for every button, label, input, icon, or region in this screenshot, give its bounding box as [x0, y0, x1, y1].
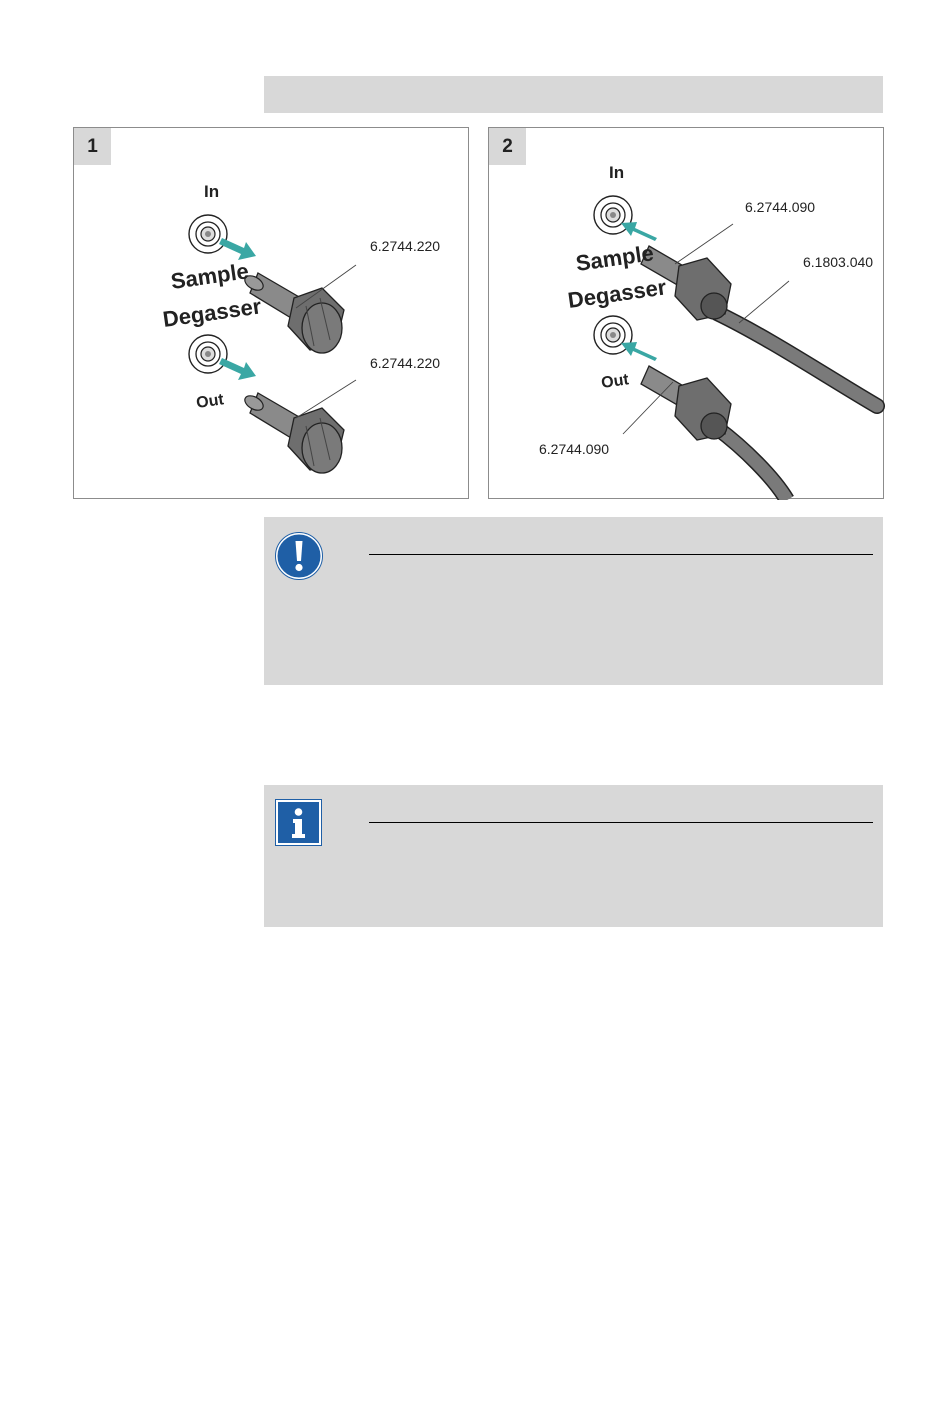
label-in: In	[204, 182, 220, 201]
section-header-bar	[264, 76, 883, 113]
part-number-bottom: 6.2744.220	[370, 355, 441, 371]
arrow-top-icon	[219, 238, 256, 260]
in-port	[189, 215, 227, 253]
caution-box	[264, 517, 883, 685]
arrow-top-icon	[621, 222, 657, 241]
figure-2-illustration	[489, 128, 885, 500]
info-divider	[369, 822, 873, 823]
label-in: In	[609, 163, 625, 182]
label-out: Out	[195, 391, 225, 412]
part-number-top: 6.2744.090	[745, 199, 816, 215]
info-box	[264, 785, 883, 927]
figure-1-remove-plugs	[73, 127, 469, 499]
arrow-bottom-icon	[621, 342, 657, 361]
caution-divider	[369, 554, 873, 555]
label-degasser: Degasser	[161, 293, 263, 332]
figure-number: 2	[489, 128, 526, 165]
connector-bottom	[641, 366, 731, 440]
figure-1-illustration	[74, 128, 470, 500]
info-icon	[275, 799, 322, 846]
figure-number: 1	[74, 128, 111, 165]
exclamation-icon	[275, 532, 323, 580]
label-out: Out	[600, 371, 630, 392]
part-number-tube: 6.1803.040	[803, 254, 874, 270]
arrow-bottom-icon	[219, 358, 256, 380]
figure-2-connect-tubing	[488, 127, 884, 499]
part-number-bottom: 6.2744.090	[539, 441, 610, 457]
plug-bottom	[242, 393, 344, 473]
label-sample: Sample	[574, 240, 656, 276]
part-number-top: 6.2744.220	[370, 238, 441, 254]
label-degasser: Degasser	[566, 274, 668, 313]
out-port	[189, 335, 227, 373]
label-sample: Sample	[169, 258, 251, 294]
